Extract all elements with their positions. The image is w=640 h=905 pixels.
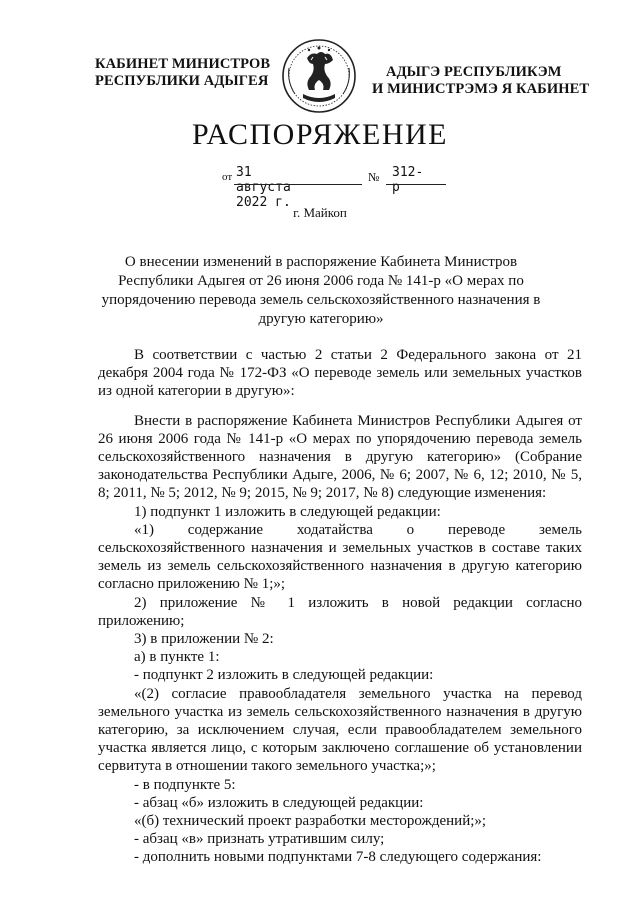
item-3a-dash-2: - в подпункте 5:: [134, 776, 236, 793]
issuer-line-1: КАБИНЕТ МИНИСТРОВ: [95, 56, 271, 72]
date-prefix: от: [222, 171, 233, 183]
item-3a-dash-5: - дополнить новыми подпунктами 7-8 следующего содержания:: [134, 849, 542, 866]
item-3a-text-b: «(б) технический проект разработки месторождений;»;: [134, 813, 487, 830]
coat-of-arms-emblem-icon: [281, 38, 357, 114]
issuer-line-1-adyghe: АДЫГЭ РЕСПУБЛИКЭМ: [386, 64, 562, 80]
item-3: 3) в приложении № 2:: [134, 631, 274, 648]
item-3a-dash-4: - абзац «в» признать утратившим силу;: [134, 831, 385, 848]
item-3a-dash-1: - подпункт 2 изложить в следующей редакции:: [134, 667, 434, 684]
document-title: РАСПОРЯЖЕНИЕ: [191, 118, 449, 151]
item-3a-text: «(2) согласие правообладателя земельного участка на перевод земельного участка из земель сельскохозяйственного назначения в другую категорию, за исключением случая, если правообладателем земельного участка является лицо, с которым заключено соглашение об установлении сервитута в отношении такого земельного участка;»;: [98, 685, 582, 775]
date-underline: [234, 184, 362, 185]
item-1-text: «1) содержание ходатайства о переводе земель сельскохозяйственного назначения и земельных участков в составе таких земель из земель сельскохозяйственного назначения в другую категорию согласно приложению № 1;»;: [98, 521, 582, 593]
issuer-name-russian: [95, 56, 270, 90]
document-number: 312-р: [392, 165, 424, 195]
paragraph-main: Внести в распоряжение Кабинета Министров Республики Адыгея от 26 июня 2006 года № 141-р «О мерах по упорядочению перевода земель сельскохозяйственного назначения в другую категорию» (Собрание законодательства Республики Адыге, 2006, № 6; 2007, № 6, 12; 2010, № 5, 8; 2011, № 5; 2012, № 9; 2015, № 9; 2017, № 8) следующие изменения:: [98, 412, 582, 502]
document-subject: О внесении изменений в распоряжение Кабинета Министров Республики Адыгея от 26 июня 2006 года № 141-р «О мерах по упорядочению перевода земель сельскохозяйственного назначения в другую категорию»: [101, 254, 541, 327]
issuer-name-adyghe: [372, 64, 589, 98]
paragraph-preamble: В соответствии с частью 2 статьи 2 Федерального закона от 21 декабря 2004 года № 172-ФЗ «О переводе земель или земельных участков из одной категории в другую»:: [98, 347, 582, 400]
issuer-line-2: РЕСПУБЛИКИ АДЫГЕЯ: [95, 73, 269, 89]
item-2: 2) приложение № 1 изложить в новой редакции согласно приложению;: [98, 594, 582, 629]
number-underline: [386, 184, 446, 185]
issuer-line-2-adyghe: И МИНИСТРЭМЭ Я КАБИНЕТ: [372, 81, 590, 97]
item-3a: а) в пункте 1:: [134, 649, 220, 666]
item-3a-dash-3: - абзац «б» изложить в следующей редакции:: [134, 794, 424, 811]
document-date: 31 августа 2022 г.: [236, 165, 291, 210]
item-1: 1) подпункт 1 изложить в следующей редакции:: [134, 503, 441, 520]
document-body: [98, 346, 582, 867]
city: г. Майкоп: [293, 205, 347, 220]
number-sign: №: [368, 170, 380, 184]
